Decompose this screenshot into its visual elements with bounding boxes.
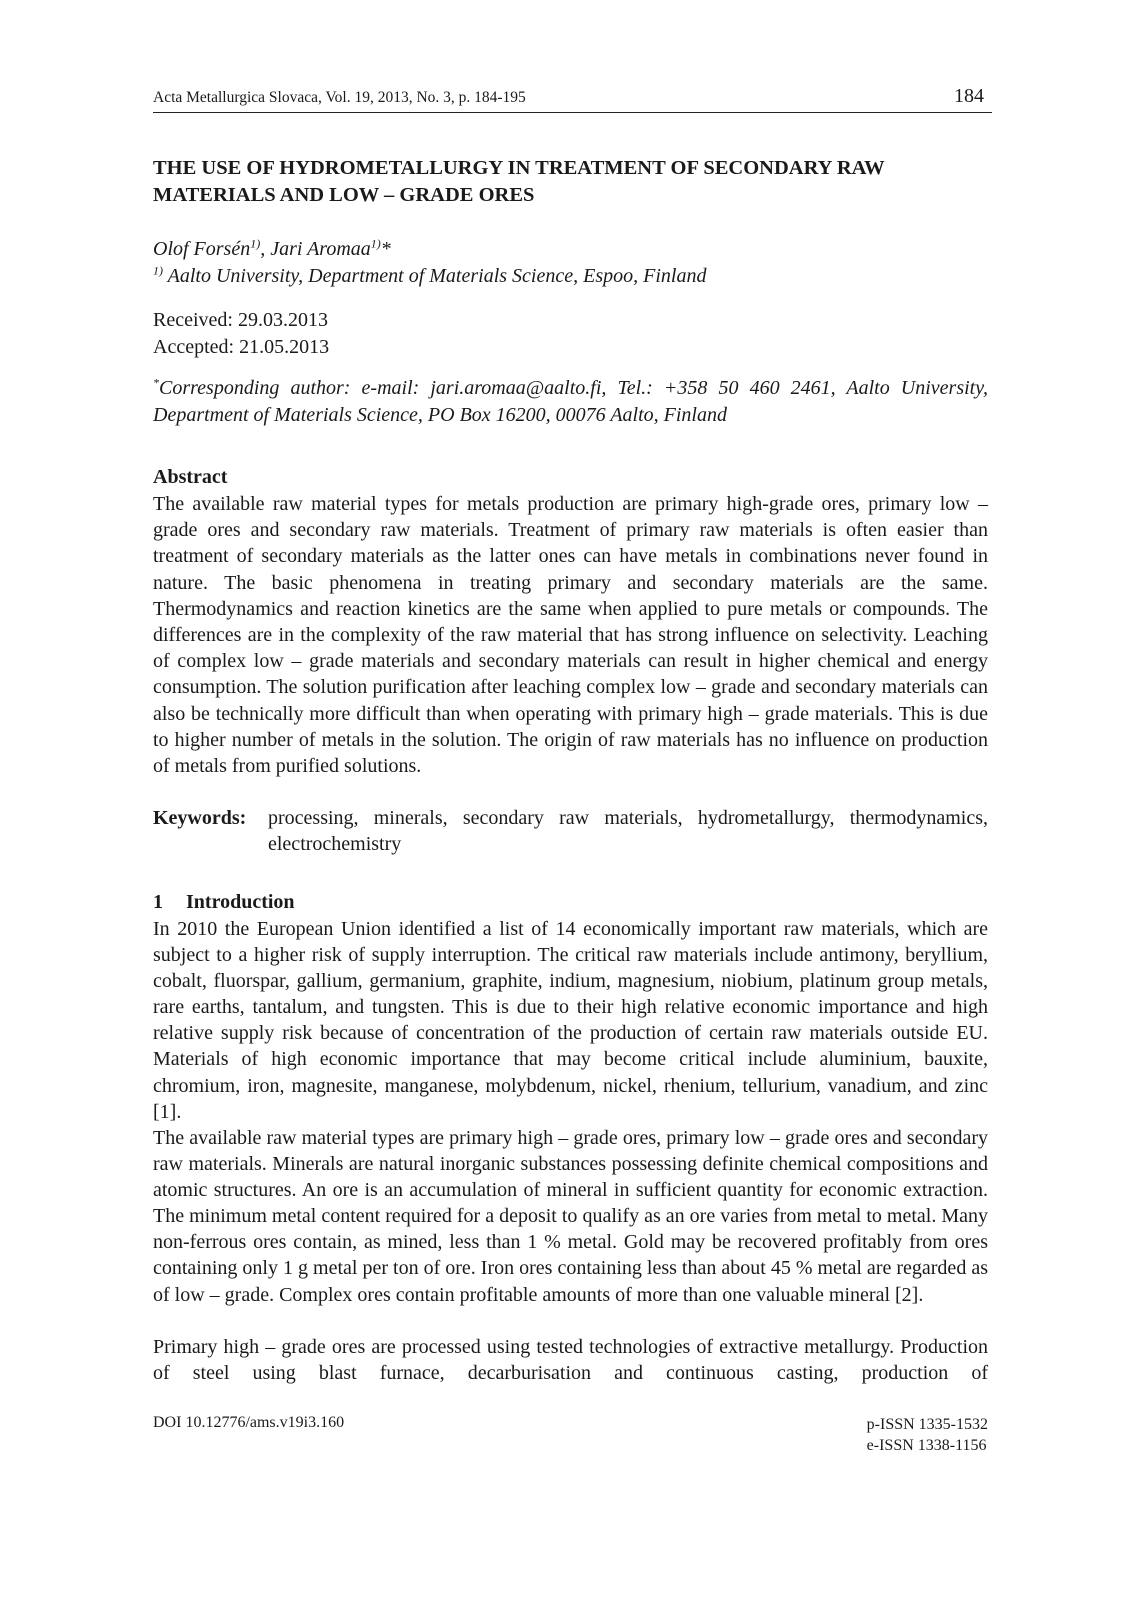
- footer-issn: [867, 1414, 988, 1456]
- corresponding-author-text: Corresponding author: e-mail: jari.aromaa@aalto.fi, Tel.: +358 50 460 2461, Aalto University, Department of Materials Science, PO Box 16200, 00076 Aalto, Finland: [153, 377, 988, 426]
- body-paragraph: Primary high – grade ores are processed using tested technologies of extractive metallurgy. Production of steel using blast furnace, decarburisation and continuous casting, production of: [153, 1336, 988, 1385]
- affiliation-mark: 1): [153, 263, 163, 278]
- body-paragraph: In 2010 the European Union identified a list of 14 economically important raw materials, which are subject to a higher risk of supply interruption. The critical raw materials include antimony, beryllium, cobalt, fluorspar, gallium, germanium, graphite, indium, magnesium, niobium, platinum group metals, rare earths, tantalum, and tungsten. This is due to their high relative economic importance and high relative supply risk because of concentration of the production of certain raw materials outside EU. Materials of high economic importance that may become critical include aluminium, bauxite, chromium, iron, magnesite, manganese, molybdenum, nickel, rhenium, tellurium, vanadium, and zinc [1].: [153, 918, 988, 1123]
- body-paragraph: The available raw material types are primary high – grade ores, primary low – grade ores and secondary raw materials. Minerals are natural inorganic substances possessing definite chemical compositions and atomic structures. An ore is an accumulation of mineral in sufficient quantity for economic extraction. The minimum metal content required for a deposit to qualify as an ore varies from metal to metal. Many non-ferrous ores contain, as mined, less than 1 % metal. Gold may be recovered profitably from ores containing only 1 g metal per ton of ore. Iron ores containing less than about 45 % metal are regarded as of low – grade. Complex ores contain profitable amounts of more than one valuable mineral [2].: [153, 1127, 988, 1306]
- abstract-text: The available raw material types for metals production are primary high-grade ores, primary low – grade ores and secondary raw materials. Treatment of primary raw materials is often easier than treatment of secondary materials as the latter ones can have metals in combinations never found in nature. The basic phenomena in treating primary and secondary materials are the same. Thermodynamics and reaction kinetics are the same when applied to pure metals or compounds. The differences are in the complexity of the raw material that has strong influence on selectivity. Leaching of complex low – grade materials and secondary materials can result in higher chemical and energy consumption. The solution purification after leaching complex low – grade and secondary materials can also be technically more difficult than when operating with primary high – grade materials. This is due to higher number of metals in the solution. The origin of raw materials has no influence on production of metals from purified solutions.: [153, 493, 988, 778]
- received-date: Received: 29.03.2013: [153, 309, 328, 331]
- keywords-text: processing, minerals, secondary raw materials, hydrometallurgy, thermodynamics, electrochemistry: [268, 807, 988, 855]
- page-number: 184: [954, 85, 984, 107]
- section-title: Introduction: [186, 891, 295, 913]
- title-line-1: THE USE OF HYDROMETALLURGY IN TREATMENT OF SECONDARY RAW: [153, 157, 885, 179]
- affiliation-text: Aalto University, Department of Materials Science, Espoo, Finland: [163, 265, 707, 287]
- article-title: [153, 155, 983, 209]
- author-affiliation-mark: 1): [370, 236, 381, 251]
- affiliation: [153, 262, 706, 290]
- journal-reference: Acta Metallurgica Slovaca, Vol. 19, 2013, No. 3, p. 184-195: [153, 89, 526, 106]
- e-issn: e-ISSN 1338-1156: [866, 1437, 987, 1454]
- abstract-heading: Abstract: [153, 466, 228, 488]
- author-name: Olof Forsén: [153, 238, 251, 260]
- corresponding-footnote-mark: *: [153, 375, 159, 390]
- section-heading-introduction: [153, 889, 295, 916]
- section-number: 1: [153, 891, 163, 913]
- p-issn: p-ISSN 1335-1532: [866, 1416, 988, 1433]
- author-list: [153, 235, 391, 263]
- corresponding-mark: *: [380, 238, 391, 260]
- title-line-2: MATERIALS AND LOW – GRADE ORES: [153, 184, 535, 206]
- keywords-label: Keywords:: [153, 807, 247, 829]
- author-name: , Jari Aromaa: [260, 238, 371, 260]
- running-header: [153, 86, 992, 113]
- footer-doi: DOI 10.12776/ams.v19i3.160: [153, 1414, 345, 1431]
- author-affiliation-mark: 1): [250, 236, 261, 251]
- accepted-date: Accepted: 21.05.2013: [153, 336, 330, 358]
- corresponding-author: [153, 375, 988, 428]
